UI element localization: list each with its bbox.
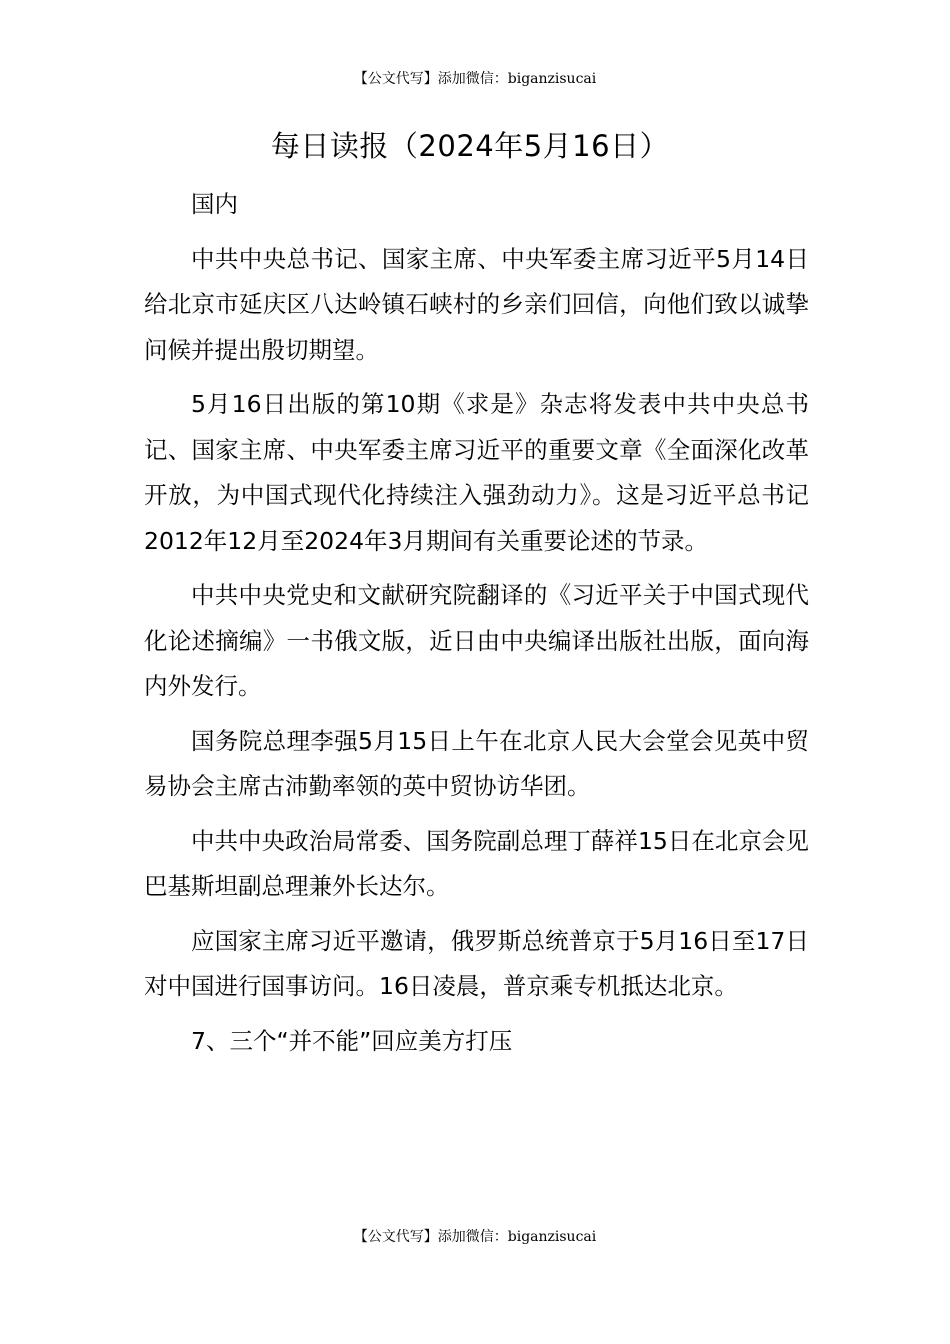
paragraph-reply-letter: 中共中央总书记、国家主席、中央军委主席习近平5月14日给北京市延庆区八达岭镇石峡村的乡亲们回信，向他们致以诚挚问候并提出殷切期望。: [144, 244, 809, 364]
document-title: 每日读报（2024年5月16日）: [270, 129, 670, 163]
footer-watermark: 【公文代写】添加微信：biganzisucai: [353, 1229, 597, 1245]
paragraph-domestic-heading: 国内: [191, 190, 238, 218]
paragraph-putin-visit: 应国家主席习近平邀请，俄罗斯总统普京于5月16日至17日对中国进行国事访问。16日凌晨，普京乘专机抵达北京。: [144, 926, 809, 1000]
document-body: [144, 182, 809, 1073]
paragraph-section-heading: 7、三个“并不能”回应美方打压: [191, 1026, 513, 1055]
paragraph-qiushi-article: 5月16日出版的第10期《求是》杂志将发表中共中央总书记、国家主席、中央军委主席习近平的重要文章《全面深化改革开放，为中国式现代化持续注入强劲动力》。这是习近平总书记2012年12月至2024年3月期间有关重要论述的节录。: [144, 390, 809, 555]
paragraph-premier-meeting: 国务院总理李强5月15日上午在北京人民大会堂会见英中贸易协会主席古沛勤率领的英中贸协访华团。: [144, 726, 809, 800]
paragraph-russian-edition: 中共中央党史和文献研究院翻译的《习近平关于中国式现代化论述摘编》一书俄文版，近日由中央编译出版社出版，面向海内外发行。: [144, 581, 809, 700]
paragraph-vice-premier-meeting: 中共中央政治局常委、国务院副总理丁薛祥15日在北京会见巴基斯坦副总理兼外长达尔。: [144, 826, 809, 900]
header-watermark: 【公文代写】添加微信：biganzisucai: [353, 71, 597, 87]
